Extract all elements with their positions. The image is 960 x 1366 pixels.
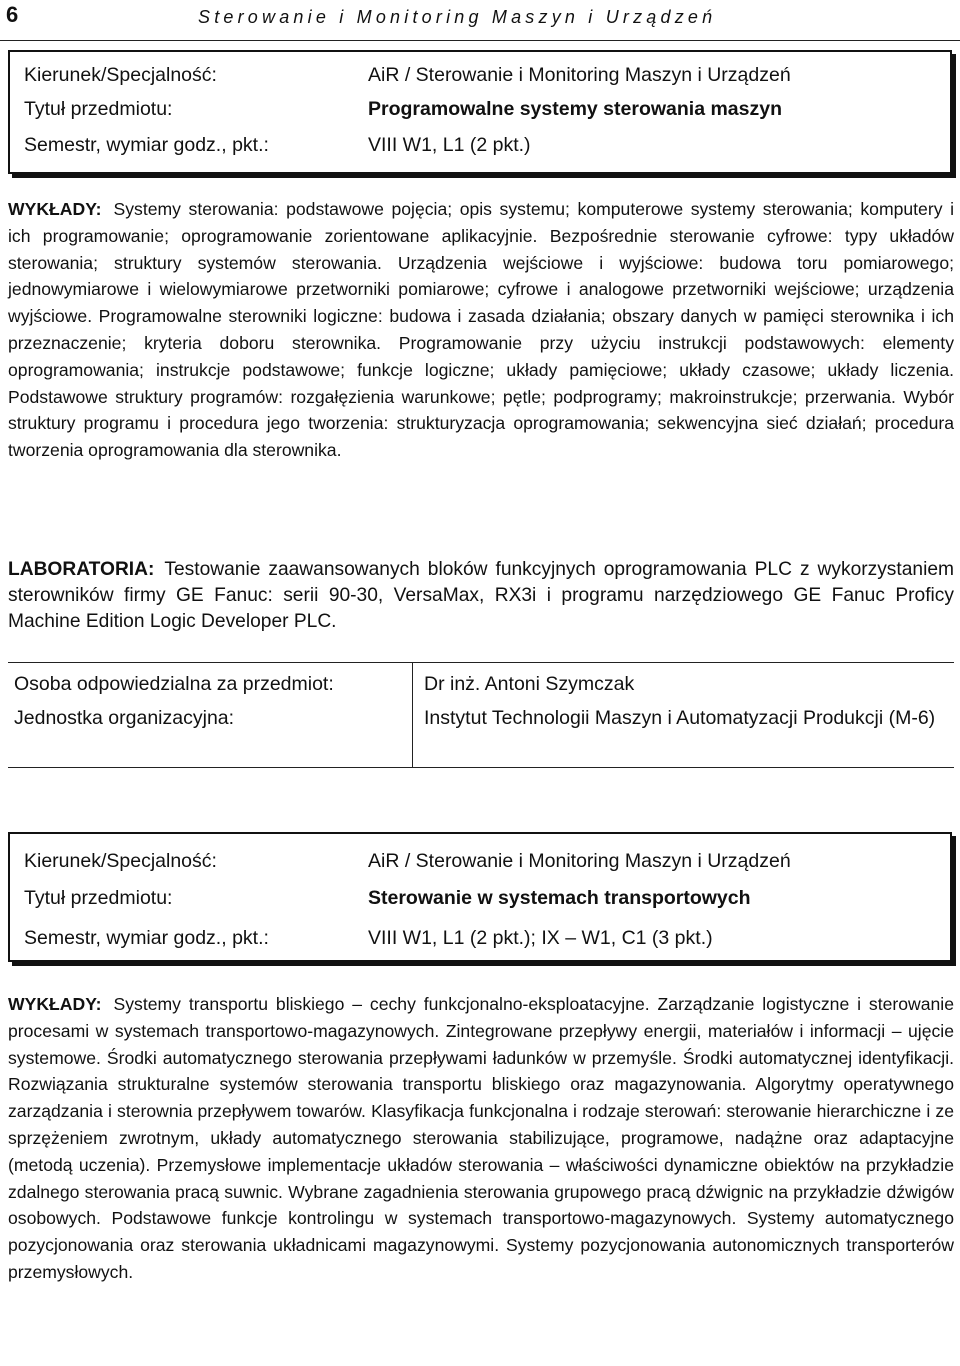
- field-label: Kierunek/Specjalność:: [24, 64, 217, 86]
- lectures-heading: WYKŁADY:: [8, 199, 102, 219]
- semester-value: VIII W1, L1 (2 pkt.); IX – W1, C1 (3 pkt.): [368, 927, 713, 949]
- lab-paragraph: [8, 557, 954, 636]
- field-value: AiR / Sterowanie i Monitoring Maszyn i Urządzeń: [368, 64, 791, 86]
- lab-heading: LABORATORIA:: [8, 559, 155, 580]
- page-header: [0, 0, 960, 41]
- responsibility-block: [8, 662, 954, 768]
- course-info-box-2: [8, 832, 952, 962]
- lectures-text: Systemy sterowania: podstawowe pojęcia; opis systemu; komputerowe systemy sterowania; komputery i ich programowanie; oprogramowanie zorientowane aplikacyjnie. Bezpośrednie sterowanie cyfrowe: typy układów sterowania; struktury systemów sterowania. Urządzenia wejściowe i wyjściowe: budowa toru pomiarowego; jednowymiarowe i wielowymiarowe przetworniki pomiarowe; cyfrowe i analogowe przetworniki wejściowe; urządzenia wyjściowe. Programowalne sterowniki logiczne: budowa i zasada działania; obszary danych w pamięci sterownika i ich przeznaczenie; kryteria doboru sterownika. Programowanie przy użyciu instrukcji podstawowych: elementy oprogramowania; instrukcje podstawowe; funkcje logiczne; układy pamięciowe; układy czasowe; układy liczenia. Podstawowe struktury programów: rozgałęzienia warunkowe; pętle; podprogramy; makroinstrukcje; przerwania. Wybór struktury programu i procedura jego tworzenia: strukturyzacja oprogramowania; sekwencyjna sieć działań; procedura tworzenia oprogramowania dla sterownika.: [8, 199, 954, 461]
- semester-label: Semestr, wymiar godz., pkt.:: [24, 134, 269, 156]
- responsible-label: Osoba odpowiedzialna za przedmiot:: [14, 673, 334, 695]
- column-divider: [412, 663, 413, 767]
- semester-value: VIII W1, L1 (2 pkt.): [368, 134, 531, 156]
- running-title: Sterowanie i Monitoring Maszyn i Urządzeń: [198, 7, 717, 27]
- lectures-text: Systemy transportu bliskiego – cechy funkcjonalno-eksploatacyjne. Zarządzanie logistyczne i sterowanie procesami w systemach transportowo-magazynowych. Zintegrowane przepływy energii, materiałów i informacji – ujęcie systemowe. Środki automatycznego sterowania przepływami ładunków w przemyśle. Środki automatycznej identyfikacji. Rozwiązania strukturalne systemów sterowania transportu bliskiego oraz magazynowania. Algorytmy operatywnego zarządzania i sterownia przepływem towarów. Klasyfikacja funkcjonalna i rodzaje sterowań: sterowanie hierarchiczne i ze sprzężeniem zwrotnym, układy automatycznego sterowania stabilizujące, programowe, nadążne oraz adaptacyjne (metodą uczenia). Przemysłowe implementacje układów sterowania – właściwości dynamiczne obiektów na przykładzie zdalnego sterowania pracą suwnic. Wybrane zagadnienia sterowania grupowego pracą dźwignic na przykładzie dźwigów osobowych. Podstawowe funkcje kontrolingu w systemach transportowo-magazynowych. Systemy automatycznego pozycjonowania oraz sterowania układnicami magazynowymi. Systemy pozycjonowania autonomicznych transporterów przemysłowych.: [8, 994, 954, 1282]
- course-title: Sterowanie w systemach transportowych: [368, 887, 751, 909]
- page-number: 6: [6, 2, 19, 27]
- unit-label: Jednostka organizacyjna:: [14, 707, 235, 729]
- lectures-paragraph-2: [8, 991, 954, 1286]
- lab-text: Testowanie zaawansowanych bloków funkcyjnych oprogramowania PLC z wykorzystaniem sterowników firmy GE Fanuc: serii 90-30, VersaMax, RX3i i programu narzędziowego GE Fanuc Proficy Machine Edition Logic Developer PLC.: [8, 559, 954, 633]
- field-value: AiR / Sterowanie i Monitoring Maszyn i Urządzeń: [368, 850, 791, 872]
- lectures-paragraph-1: [8, 196, 954, 464]
- title-label: Tytuł przedmiotu:: [24, 887, 173, 909]
- course-info-box-1: [8, 50, 952, 174]
- title-label: Tytuł przedmiotu:: [24, 98, 173, 120]
- course-title: Programowalne systemy sterowania maszyn: [368, 98, 783, 120]
- organizational-unit: Instytut Technologii Maszyn i Automatyzacji Produkcji (M-6): [424, 707, 936, 729]
- responsible-person: Dr inż. Antoni Szymczak: [424, 673, 635, 695]
- field-label: Kierunek/Specjalność:: [24, 850, 217, 872]
- semester-label: Semestr, wymiar godz., pkt.:: [24, 927, 269, 949]
- lectures-heading: WYKŁADY:: [8, 994, 102, 1014]
